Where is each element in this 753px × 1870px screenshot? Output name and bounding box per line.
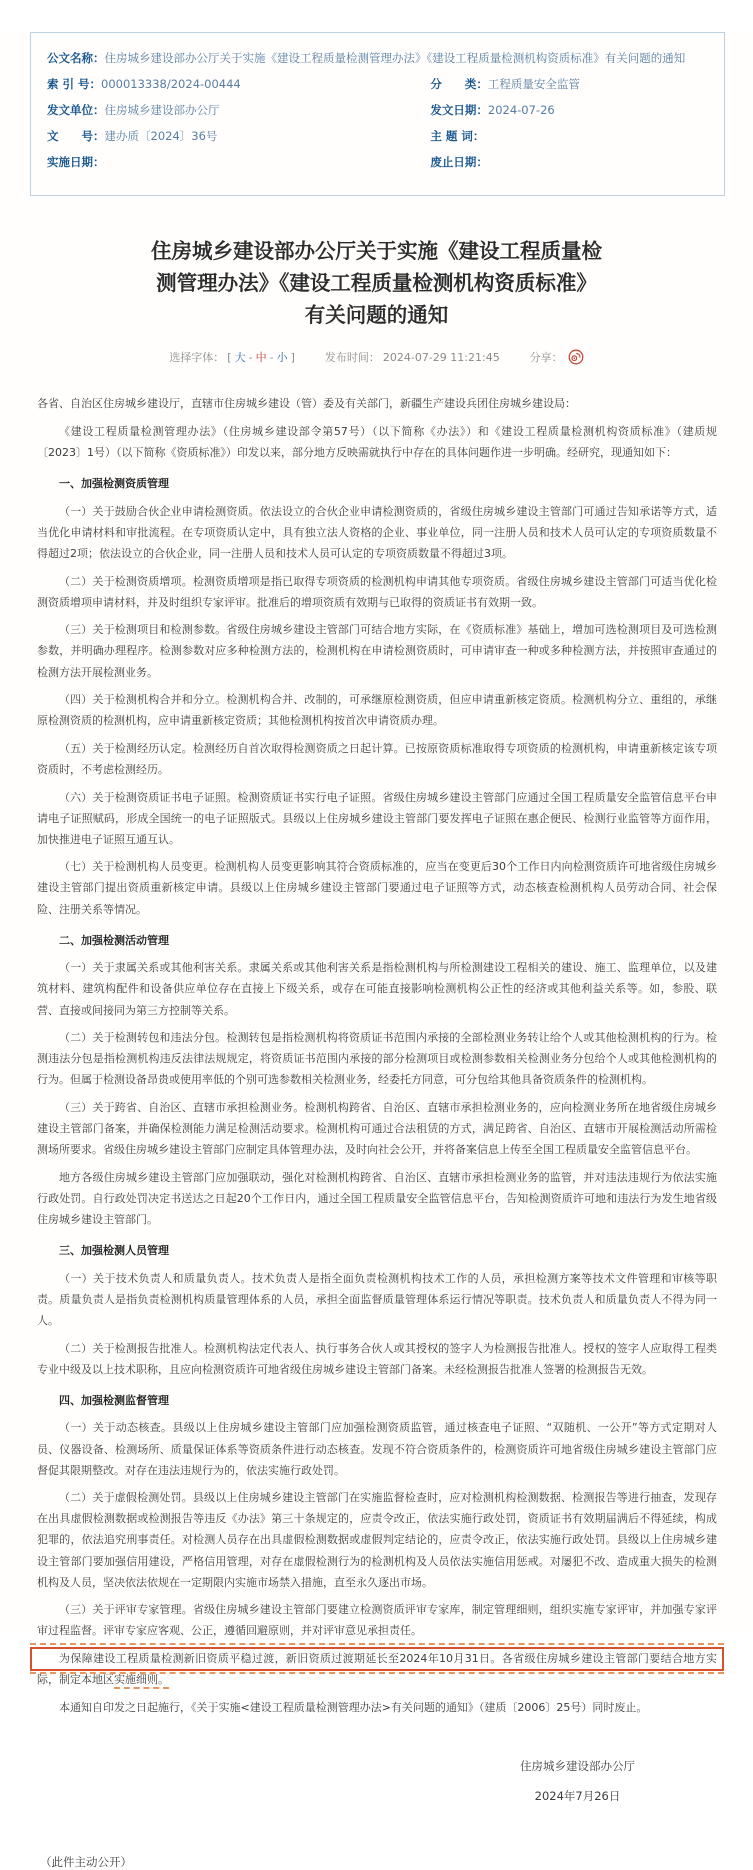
body-paragraph: （三）关于检测项目和检测参数。省级住房城乡建设主管部门可结合地方实际，在《资质标准》基础上，增加可选检测项目及可选检测参数，并明确办理程序。检测参数对应多种检测方法的，检测机构在申请检测资质时，可申请审查一种或多种检测方法，并按照审查通过的检测方法开展检测业务。 — [37, 623, 717, 679]
publish-time-label: 发布时间： — [324, 351, 380, 365]
metadata-field-row — [430, 97, 708, 123]
body-paragraph: （七）关于检测机构人员变更。检测机构人员变更影响其符合资质标准的，应当在变更后30个工作日内向检测资质许可地省级住房城乡建设主管部门提出资质重新核定申请。县级以上住房城乡建设主管部门要通过电子证照等方式，动态核查检测机构人员劳动合同、社会保险、注册关系等情况。 — [37, 860, 717, 916]
signature-org: 住房城乡建设部办公厅 — [520, 1758, 635, 1773]
font-separator: - — [248, 350, 253, 364]
share-weibo-icon[interactable] — [568, 349, 584, 365]
body-paragraph: （二）关于虚假检测处罚。县级以上住房城乡建设主管部门在实施监督检查时，应对检测机构检测数据、检测报告等进行抽查，发现存在出具虚假检测数据或检测报告等违反《办法》第三十条规定的，应责令改正，依法实施行政处罚，资质证书有效期届满后不得延续，构成犯罪的，依法追究刑事责任。对检测人员存在出具虚假检测数据或虚假判定结论的，应责令改正，依法实施行政处罚。县级以上住房城乡建设主管部门要加强信用建设，严格信用管理，对存在虚假检测行为的检测机构及人员依法实施信用惩戒。对屡犯不改、造成重大损失的检测机构及人员，坚决依法依规在一定期限内实施市场禁入措施，直至永久逐出市场。 — [37, 1491, 717, 1589]
metadata-field-row — [430, 123, 708, 149]
metadata-field-row — [47, 71, 430, 97]
signature-date: 2024年7月26日 — [534, 1788, 621, 1803]
font-size-large-button[interactable]: 大 — [234, 351, 246, 365]
publish-time-value: 2024-07-29 11:21:45 — [382, 350, 500, 364]
body-paragraph: （二）关于检测资质增项。检测资质增项是指已取得专项资质的检测机构申请其他专项资质。省级住房城乡建设主管部门可适当优化检测资质增项申请材料，并及时组织专家评审。批准后的增项资质有效期与已取得的资质证书有效期一致。 — [37, 574, 717, 609]
body-paragraph: （一）关于动态核查。县级以上住房城乡建设主管部门应加强检测资质监管，通过核查电子证照、“双随机、一公开”等方式定期对人员、仪器设备、检测场所、质量保证体系等资质条件进行动态核查。发现不符合资质条件的，检测资质许可地省级住房城乡建设主管部门应督促其限期整改。对存在违法违规行为的，依法实施行政处罚。 — [37, 1421, 717, 1477]
metadata-field-label: 主 题 词： — [430, 129, 485, 143]
metadata-field-label: 废止日期： — [430, 155, 488, 169]
field-doc-name-label: 公文名称： — [47, 51, 105, 65]
metadata-field-value: 2024-07-26 — [487, 103, 555, 117]
body-paragraph: （三）关于评审专家管理。省级住房城乡建设主管部门要建立检测资质评审专家库，制定管理细则，组织实施专家评审，并加强专家评审过程监督。评审专家应客观、公正，遵循回避原则，并对评审意见承担责任。 — [37, 1603, 717, 1638]
font-separator: - — [269, 350, 274, 364]
body-paragraph: （一）关于鼓励合伙企业申请检测资质。依法设立的合伙企业申请检测资质的，省级住房城乡建设主管部门可通过告知承诺等方式，适当优化申请材料和审批流程。在专项资质认定中，具有独立法人资格的企业、事业单位，同一注册人员和技术人员可认定的专项资质数量不得超过2项；依法设立的合伙企业，同一注册人员和技术人员可认定的专项资质数量不得超过3项。 — [37, 504, 717, 560]
field-doc-name-value: 住房城乡建设部办公厅关于实施《建设工程质量检测管理办法》《建设工程质量检测机构资质标准》有关问题的通知 — [104, 51, 686, 65]
metadata-field-label: 发文单位： — [47, 103, 105, 117]
body-paragraph: （四）关于检测机构合并和分立。检测机构合并、改制的，可承继原检测资质，但应申请重新核定资质。检测机构分立、重组的，承继原检测资质的检测机构，应申请重新核定资质；其他检测机构按首次申请资质办理。 — [37, 693, 717, 728]
signature-block — [520, 1752, 635, 1812]
body-paragraph: （六）关于检测资质证书电子证照。检测资质证书实行电子证照。省级住房城乡建设主管部门应通过全国工程质量安全监管信息平台申请电子证照赋码，形成全国统一的电子证照版式。县级以上住房城乡建设主管部门要发挥电子证照在惠企便民、检测行业监管等方面作用，加快推进电子证照互通互认。 — [37, 790, 717, 846]
metadata-left-column — [47, 71, 430, 175]
document-body — [37, 393, 717, 1718]
font-bracket-open: [ — [227, 350, 232, 364]
metadata-right-column — [430, 71, 708, 175]
font-bracket-close: ] — [290, 350, 295, 364]
body-paragraph: （一）关于技术负责人和质量负责人。技术负责人是指全面负责检测机构技术工作的人员，承担检测方案等技术文件管理和审核等职责。质量负责人是指负责检测机构质量管理体系的人员，承担全面监督质量管理体系运行情况等职责。技术负责人和质量负责人不得为同一人。 — [37, 1271, 717, 1327]
share-label: 分享： — [529, 351, 563, 365]
font-size-medium-button[interactable]: 中 — [255, 351, 267, 365]
body-paragraphs — [37, 393, 717, 1641]
highlighted-paragraph-text: 为保障建设工程质量检测新旧资质平稳过渡，新旧资质过渡期延长至2024年10月31日。各省级住房城乡建设主管部门要结合地方实际，制定本地区 — [37, 1651, 717, 1687]
metadata-field-value: 建办质〔2024〕36号 — [104, 129, 218, 143]
metadata-field-row — [430, 149, 708, 175]
body-paragraph: （二）关于检测报告批准人。检测机构法定代表人、执行事务合伙人或其授权的签字人为检测报告批准人。授权的签字人应取得工程类专业中级及以上技术职称，且应向检测资质许可地省级住房城乡建设主管部门备案。未经检测报告批准人签署的检测报告无效。 — [37, 1341, 717, 1376]
metadata-field-label: 文 号： — [47, 129, 105, 143]
body-paragraph: 《建设工程质量检测管理办法》（住房城乡建设部令第57号）（以下简称《办法》）和《建设工程质量检测机构资质标准》（建质规〔2023〕1号）（以下简称《资质标准》）印发以来，部分地方反映需就执行中存在的具体问题作进一步明确。经研究，现通知如下： — [37, 424, 717, 460]
body-paragraph: 各省、自治区住房城乡建设厅，直辖市住房城乡建设（管）委及有关部门，新疆生产建设兵团住房城乡建设局： — [37, 397, 576, 411]
highlighted-paragraph-underlined-text: 实施细则。 — [114, 1673, 169, 1689]
body-paragraph: （五）关于检测经历认定。检测经历自首次取得检测资质之日起计算。已按原资质标准取得专项资质的检测机构，申请重新核定该专项资质时，不考虑检测经历。 — [37, 741, 717, 776]
body-paragraph: （一）关于隶属关系或其他利害关系。隶属关系或其他利害关系是指检测机构与所检测建设工程相关的建设、施工、监理单位，以及建筑材料、建筑构配件和设备供应单位存在直接上下级关系，或存在可能直接影响检测机构公正性的经济或其他利益关系等。如，参股、联营、直接或间接同为第三方控制等关系。 — [37, 961, 717, 1017]
body-paragraph: 四、加强检测监督管理 — [59, 1393, 169, 1407]
field-doc-name — [47, 45, 708, 71]
metadata-field-value: 工程质量安全监管 — [487, 77, 580, 91]
metadata-field-label: 发文日期： — [430, 103, 488, 117]
body-paragraph: 二、加强检测活动管理 — [59, 933, 169, 947]
body-paragraph: 地方各级住房城乡建设主管部门应加强联动，强化对检测机构跨省、自治区、直辖市承担检测业务的监管，并对违法违规行为依法实施行政处罚。自行政处罚决定书送达之日起20个工作日内，通过全国工程质量安全监管信息平台，告知检测资质许可地和违法行为发生地省级住房城乡建设主管部门。 — [37, 1170, 717, 1227]
metadata-field-value: 住房城乡建设部办公厅 — [104, 103, 220, 117]
metadata-header-box — [30, 32, 725, 196]
body-paragraph: （三）关于跨省、自治区、直辖市承担检测业务。检测机构跨省、自治区、直辖市承担检测业务的，应向检测业务所在地省级住房城乡建设主管部门备案，并确保检测能力满足检测活动要求。检测机构可通过合法租赁的方式，满足跨省、自治区、直辖市开展检测活动所需检测场所要求。省级住房城乡建设主管部门应制定具体管理办法，及时向社会公开，并将备案信息上传至全国工程质量安全监管信息平台。 — [37, 1100, 717, 1157]
highlighted-paragraph — [37, 1648, 717, 1690]
metadata-field-row — [47, 97, 430, 123]
font-size-label: 选择字体： — [169, 351, 225, 365]
metadata-field-label: 索 引 号： — [47, 77, 102, 91]
body-paragraph: （二）关于检测转包和违法分包。检测转包是指检测机构将资质证书范围内承接的全部检测业务转让给个人或其他检测机构的行为。检测违法分包是指检测机构违反法律法规规定，将资质证书范围内承接的部分检测项目或检测参数相关检测业务分包给个人或其他检测机构的行为。但属于检测设备昂贵或使用率低的个别可选参数相关检测业务，经委托方同意，可分包给其他具备资质条件的检测机构。 — [37, 1031, 717, 1087]
page-title: 住房城乡建设部办公厅关于实施《建设工程质量检测管理办法》《建设工程质量检测机构资质标准》有关问题的通知 — [151, 239, 602, 327]
metadata-field-value: 000013338/2024-00444 — [101, 77, 241, 91]
metadata-field-row — [430, 71, 708, 97]
metadata-field-label: 分 类： — [430, 77, 488, 91]
article-toolbar — [0, 349, 753, 365]
font-size-small-button[interactable]: 小 — [276, 351, 288, 365]
body-paragraph: 一、加强检测资质管理 — [59, 477, 169, 491]
metadata-field-label: 实施日期： — [47, 155, 105, 169]
metadata-field-row — [47, 149, 430, 175]
metadata-field-row — [47, 123, 430, 149]
closing-paragraph: 本通知自印发之日起施行，《关于实施<建设工程质量检测管理办法>有关问题的通知》（建质〔2006〕25号）同时废止。 — [59, 1700, 648, 1714]
body-paragraph: 三、加强检测人员管理 — [59, 1244, 169, 1258]
document-page — [0, 32, 753, 1869]
disclosure-note: （此件主动公开） — [40, 1854, 132, 1869]
